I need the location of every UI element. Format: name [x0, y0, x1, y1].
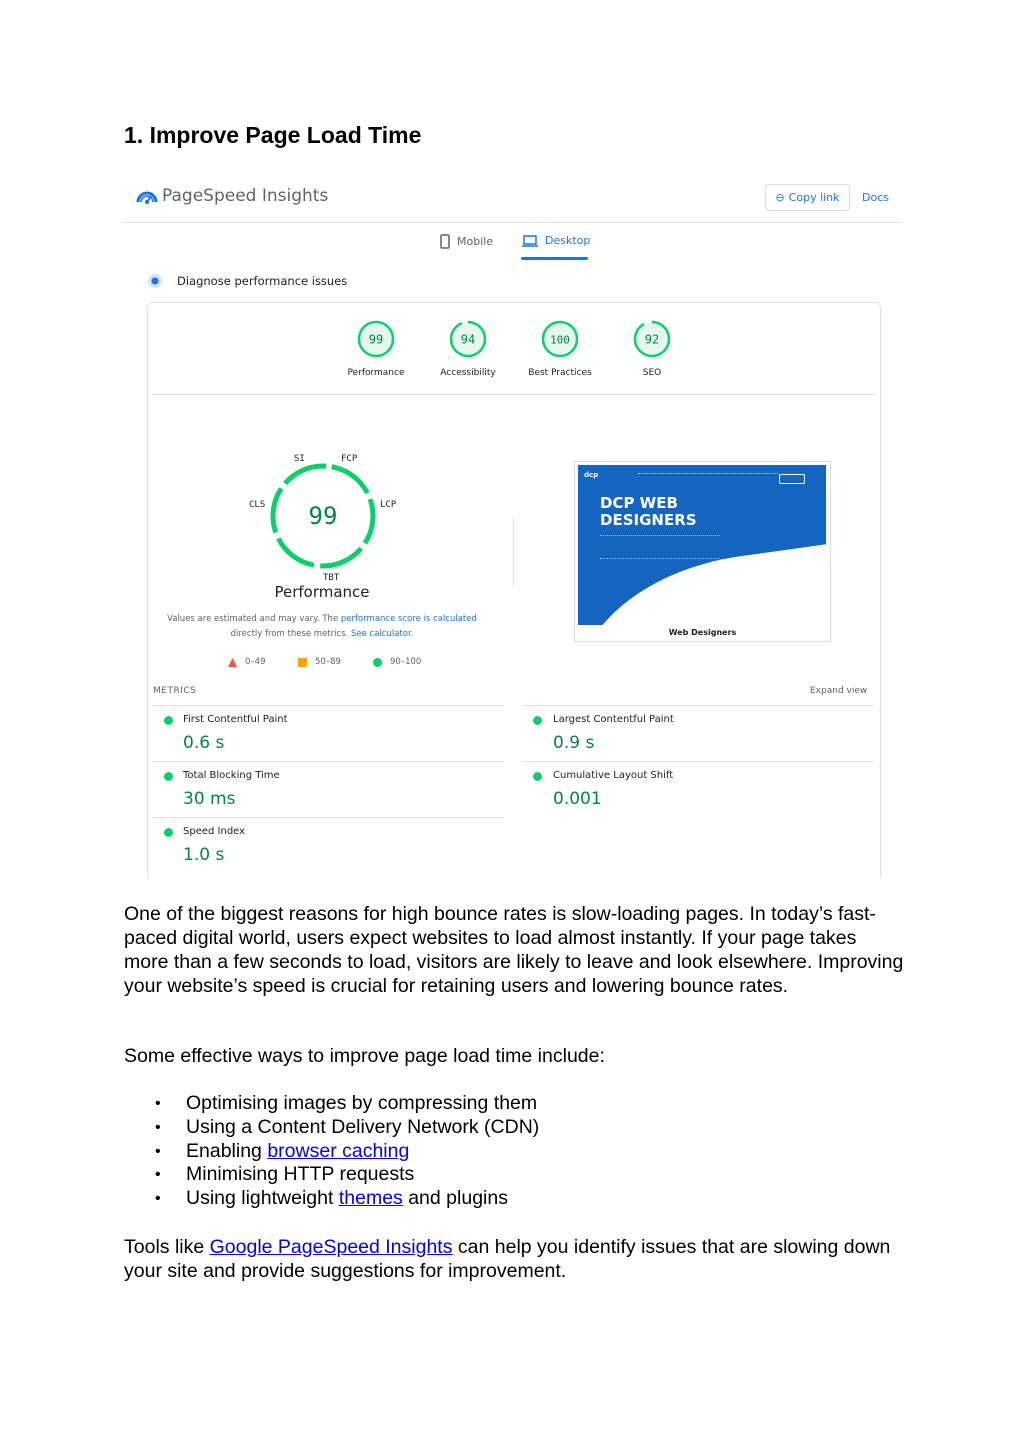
- section-heading: 1. Improve Page Load Time: [124, 122, 422, 148]
- metric-divider: [152, 705, 504, 706]
- paragraph-intro: One of the biggest reasons for high bounce rates is slow-loading pages. In today’s fast-paced digital world, users expect websites to load almost instantly. If your page takes more than a few seconds to load, visitors are likely to leave and look elsewhere. Improving your website’s speed is crucial for retaining users and lowering bounce rates.: [124, 903, 904, 997]
- link-icon: ⊖: [775, 191, 785, 204]
- diagnose-heading: Diagnose performance issues: [177, 274, 348, 288]
- list-item: [124, 1116, 539, 1140]
- hero-title-line: DESIGNERS: [600, 511, 697, 529]
- performance-title: Performance: [274, 583, 370, 601]
- themes-link[interactable]: themes: [338, 1187, 403, 1210]
- hero-title-line: DCP WEB: [600, 494, 678, 512]
- metric-name: First Contentful Paint: [183, 714, 288, 725]
- expand-view-toggle[interactable]: Expand view: [810, 686, 868, 696]
- list-item-text: Using lightweight: [186, 1187, 339, 1210]
- preview-hero: [578, 465, 826, 625]
- list-item: [124, 1140, 539, 1164]
- score-label: Best Practices: [528, 368, 592, 378]
- list-item-text: Optimising images by compressing them: [186, 1092, 538, 1114]
- preview-nav: [638, 473, 778, 476]
- list-item-text: Using a Content Delivery Network (CDN): [186, 1115, 540, 1138]
- card-divider: [152, 394, 876, 395]
- circle-icon: [373, 658, 382, 667]
- metric-name: Largest Contentful Paint: [553, 714, 674, 725]
- list-item: [124, 1092, 539, 1116]
- paragraph-text: Tools like: [124, 1236, 210, 1258]
- pagespeed-logo-icon: [136, 188, 158, 208]
- metric-value: 30 ms: [183, 789, 236, 809]
- metric-divider: [152, 817, 504, 818]
- tab-mobile[interactable]: [440, 234, 493, 249]
- score-value: 92: [644, 332, 660, 347]
- gauge-label-tbt: TBT: [323, 573, 340, 583]
- tab-mobile-label: Mobile: [457, 235, 494, 248]
- performance-gauge-large: [267, 460, 379, 572]
- tab-desktop[interactable]: [522, 234, 590, 247]
- gauge-ring: [356, 319, 396, 359]
- metric-name: Cumulative Layout Shift: [553, 770, 674, 781]
- list-item-text: Minimising HTTP requests: [186, 1163, 415, 1186]
- tips-list: [124, 1092, 539, 1211]
- legend-pass: [373, 657, 421, 667]
- legend-fail: [228, 657, 265, 667]
- metric-divider: [152, 761, 504, 762]
- see-calculator-link[interactable]: See calculator.: [351, 629, 414, 639]
- preview-footer-heading: Web Designers: [668, 628, 737, 637]
- metric-value: 0.001: [553, 789, 602, 809]
- paragraph-ways: Some effective ways to improve page load time include:: [124, 1045, 605, 1067]
- square-icon: [298, 658, 307, 667]
- metric-value: 0.6 s: [183, 733, 225, 753]
- score-value: 100: [550, 333, 570, 347]
- score-gauge-seo[interactable]: [632, 319, 672, 359]
- pass-dot-icon: [164, 716, 173, 725]
- active-tab-indicator: [521, 257, 588, 260]
- diagnose-icon: [148, 274, 162, 288]
- score-label: Performance: [347, 368, 405, 378]
- list-item: [124, 1163, 539, 1187]
- gauge-ring: [448, 319, 488, 359]
- metric-value: 0.9 s: [553, 733, 595, 753]
- column-divider: [513, 517, 514, 587]
- gauge-label-si: SI: [294, 454, 305, 464]
- preview-hero-text: [600, 535, 720, 559]
- laptop-icon: [522, 235, 538, 247]
- pagespeed-screenshot: [122, 172, 902, 878]
- copy-link-label: Copy link: [788, 191, 840, 204]
- preview-cta: [779, 474, 805, 484]
- score-gauge-best-practices[interactable]: [540, 319, 580, 359]
- metric-divider: [522, 705, 874, 706]
- tab-desktop-label: Desktop: [545, 234, 591, 247]
- header-divider: [122, 222, 902, 223]
- gauge-label-cls: CLS: [249, 500, 266, 510]
- browser-caching-link[interactable]: browser caching: [267, 1139, 410, 1162]
- metric-name: Speed Index: [183, 826, 246, 837]
- legend-fail-label: 0–49: [245, 657, 266, 667]
- app-title: PageSpeed Insights: [162, 186, 329, 206]
- metrics-heading: METRICS: [153, 686, 197, 696]
- preview-logo: dcp: [584, 471, 599, 479]
- phone-icon: [440, 234, 450, 249]
- score-gauge-accessibility[interactable]: [448, 319, 488, 359]
- metric-name: Total Blocking Time: [183, 770, 280, 781]
- paragraph-text: can help you identify issues that are slowing down your site and provide suggestions for improvement.: [124, 1236, 891, 1282]
- performance-score-large: 99: [308, 502, 338, 530]
- metric-value: 1.0 s: [183, 845, 225, 865]
- pagespeed-insights-link[interactable]: Google PageSpeed Insights: [209, 1236, 453, 1258]
- list-item-text: Enabling: [186, 1139, 268, 1162]
- score-gauge-performance[interactable]: [356, 319, 396, 359]
- metric-divider: [522, 761, 874, 762]
- note-text: Values are estimated and may vary. The: [167, 614, 341, 624]
- docs-link[interactable]: Docs: [862, 191, 889, 204]
- gauge-label-lcp: LCP: [380, 500, 397, 510]
- score-note: [162, 612, 482, 642]
- note-text: directly from these metrics.: [230, 629, 351, 639]
- legend-average: [298, 657, 341, 667]
- gauge-label-fcp: FCP: [341, 454, 358, 464]
- list-item-text: and plugins: [402, 1187, 508, 1210]
- paragraph-tools: [124, 1235, 904, 1283]
- pass-dot-icon: [533, 716, 542, 725]
- performance-score-link[interactable]: performance score is calculated: [340, 614, 477, 624]
- legend-pass-label: 90–100: [390, 657, 422, 667]
- score-label: SEO: [642, 368, 662, 378]
- score-value: 94: [460, 332, 476, 347]
- pass-dot-icon: [533, 772, 542, 781]
- gauge-ring: [632, 319, 672, 359]
- gauge-ring: [540, 319, 580, 359]
- preview-hero-title: [600, 495, 697, 529]
- list-item: [124, 1187, 539, 1211]
- legend-average-label: 50–89: [315, 657, 341, 667]
- page-preview-thumbnail[interactable]: [574, 461, 831, 642]
- copy-link-button[interactable]: [765, 184, 850, 211]
- pass-dot-icon: [164, 828, 173, 837]
- score-label: Accessibility: [440, 368, 496, 378]
- pass-dot-icon: [164, 772, 173, 781]
- triangle-icon: [228, 658, 237, 667]
- score-value: 99: [368, 332, 384, 347]
